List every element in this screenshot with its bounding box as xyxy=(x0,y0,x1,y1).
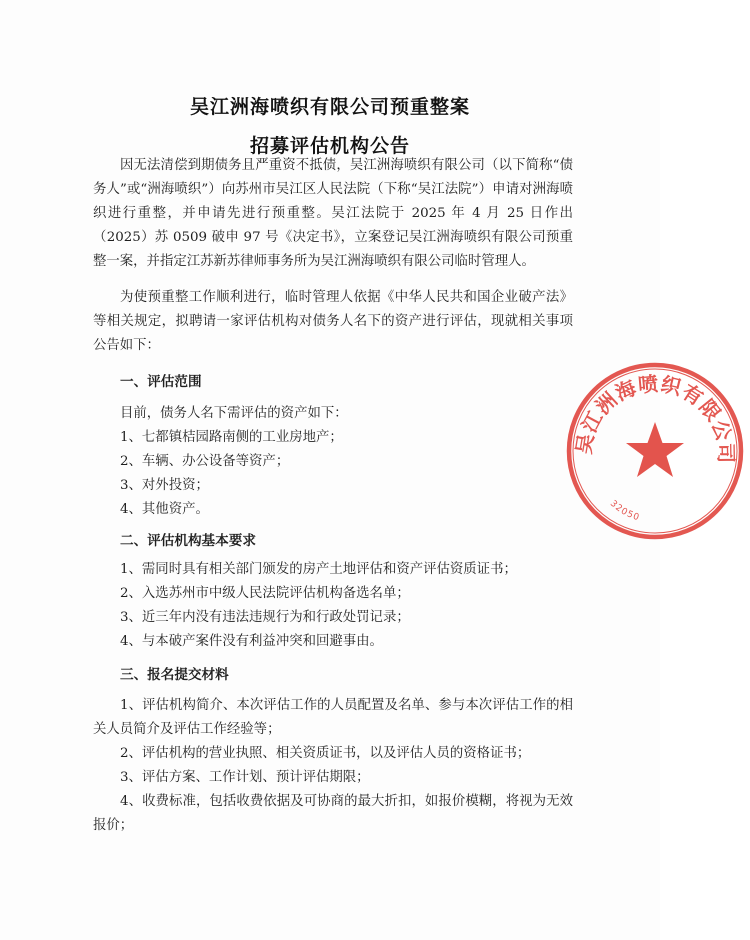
list-item: 3、评估方案、工作计划、预计评估期限； xyxy=(120,770,370,785)
list-item: 1、需同时具有相关部门颁发的房产土地评估和资产评估资质证书； xyxy=(120,562,517,577)
list-item: 3、近三年内没有违法违规行为和行政处罚记录； xyxy=(120,610,410,625)
list-item: 4、收费标准，包括收费依据及可协商的最大折扣，如报价模糊，将视为无效报价； xyxy=(93,794,573,833)
section-scope xyxy=(93,370,573,522)
section-list xyxy=(93,558,573,654)
section-requirements xyxy=(93,529,573,654)
section-heading: 三、报名提交材料 xyxy=(120,667,229,683)
purpose-paragraph: 为使预重整工作顺利进行，临时管理人依据《中华人民共和国企业破产法》等相关规定，拟聘请一家评估机构对债务人名下的资产进行评估，现就相关事项公告如下： xyxy=(93,290,573,353)
seal-star-icon xyxy=(626,422,684,477)
list-item: 4、与本破产案件没有利益冲突和回避事由。 xyxy=(120,634,383,649)
intro-paragraph: 因无法清偿到期债务且严重资不抵债，吴江洲海喷织有限公司（以下简称“债务人”或“洲海喷织”）向苏州市吴江区人民法院（下称“吴江法院”）申请对洲海喷织进行重整，并申请先进行预重整。吴江法院于 2025 年 4 月 25 日作出（2025）苏 0509 破申 97 号《决定书》，立案登记吴江洲海喷织有限公司预重整一案，并指定江苏新苏律师事务所为吴江洲海喷织有限公司临时管理人。 xyxy=(93,158,573,269)
document-title-line1: 吴江洲海喷织有限公司预重整案 xyxy=(189,96,470,118)
section-list xyxy=(93,694,573,838)
section-intro: 目前，债务人名下需评估的资产如下： xyxy=(120,406,348,421)
list-item: 4、其他资产。 xyxy=(120,502,209,517)
section-list xyxy=(93,426,573,522)
list-item: 1、七都镇桔园路南侧的工业房地产； xyxy=(120,430,343,445)
section-materials xyxy=(93,663,573,838)
list-item: 2、评估机构的营业执照、相关资质证书，以及评估人员的资格证书； xyxy=(120,746,531,761)
section-heading: 二、评估机构基本要求 xyxy=(120,533,256,549)
list-item: 2、车辆、办公设备等资产； xyxy=(120,454,290,469)
list-item: 1、评估机构简介、本次评估工作的人员配置及名单、参与本次评估工作的相关人员简介及评估工作经验等； xyxy=(93,698,573,737)
list-item: 3、对外投资； xyxy=(120,478,209,493)
company-seal-stamp xyxy=(560,356,750,546)
seal-code: 32050 xyxy=(607,498,642,524)
seal-company-name: 吴江洲海喷织有限公司 xyxy=(571,371,739,465)
section-heading: 一、评估范围 xyxy=(120,374,202,390)
list-item: 2、入选苏州市中级人民法院评估机构备选名单； xyxy=(120,586,410,601)
document-title-line2: 招募评估机构公告 xyxy=(249,135,410,157)
